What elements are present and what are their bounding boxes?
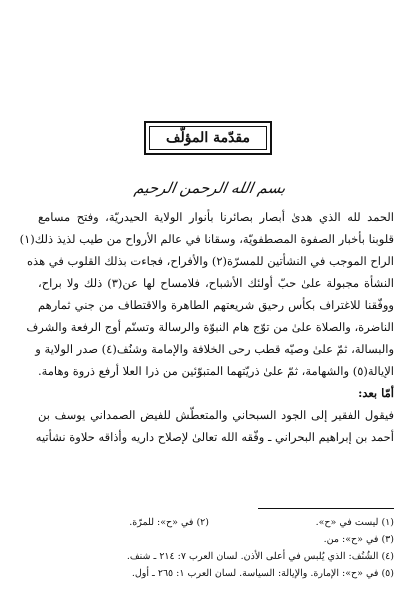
footnote-row [38, 565, 394, 582]
text-line: أحمد بن إبراهيم البحراني ـ وفّقه الله تعالىٰ لإصلاح داريه وأذاقه حلاوة نشأتيه [35, 430, 394, 444]
chapter-heading [144, 121, 272, 155]
basmala-calligraphy: بسم الله الرحمن الرحيم [133, 179, 287, 197]
text-line: الحمد لله الذي هدىٰ أبصار بصائرنا بأنوار الولاية الحيدريّة، وفتح مسامع [38, 210, 394, 224]
text-line: الراح الموجب في النشأتين للمسرّة(٢) والأفراح، فجاءت بذلك القلوب في هذه [27, 254, 394, 268]
text-line: النشأة مجبولة علىٰ حبّ أولئك الأشباح، فلامساح لها عن(٣) ذلك ولا براح، [38, 276, 394, 290]
footnote-row [38, 531, 394, 548]
footnote-5: (٥) في «ح»: الإمارة. والإيالة: السياسة. لسان العرب ١: ٢٦٥ ـ أول. [131, 568, 394, 579]
footnote-2: (٢) في «ح»: للمرّة. [129, 517, 209, 528]
footnote-row [38, 548, 394, 565]
chapter-heading-text: مقدّمة المؤلّف [165, 130, 251, 146]
text-line: ووفّقنا للاغتراف بكأس رحيق شريعتهم الطاهرة والاقتطاف من جني ثمارهم [38, 298, 394, 312]
text-line: الناضرة، والصلاة علىٰ من توّج هام النبوّة والرسالة وتسنّم أوج الرفعة والشرف [26, 320, 394, 334]
text-line: فيقول الفقير إلى الجود السبحاني والمتعطّش للفيض الصمداني يوسف بن [38, 408, 394, 422]
text-line: قلوبنا بأخبار الصفوة المصطفويّة، وسقانا في عالم الأرواح من طيب لذيذ ذلك(١) [19, 232, 394, 246]
text-line: والبسالة، ثمّ علىٰ وصيّه قطب رحى الخلافة والإمامة وشنُف(٤) صدر الولاية و [35, 342, 394, 356]
footnote-4: (٤) الشُنُف: الذي يُلبس في أعلى الأذن. لسان العرب ٧: ٢١٤ ـ شنف. [126, 551, 394, 562]
main-text [19, 206, 394, 448]
footnote-row [38, 514, 394, 531]
section-marker: أمّا بعد: [358, 386, 394, 400]
footnote-1: (١) ليست في «ح». [315, 517, 394, 528]
footnotes [38, 514, 394, 582]
text-line: الإيالة(٥) والشهامة، ثمّ علىٰ ذريّتهما المتبوّئين من ذرا العلا أرفع ذروة وهامة. [37, 364, 394, 378]
footnote-3: (٣) في «ح»: من. [323, 534, 394, 545]
footnote-divider [258, 508, 394, 509]
